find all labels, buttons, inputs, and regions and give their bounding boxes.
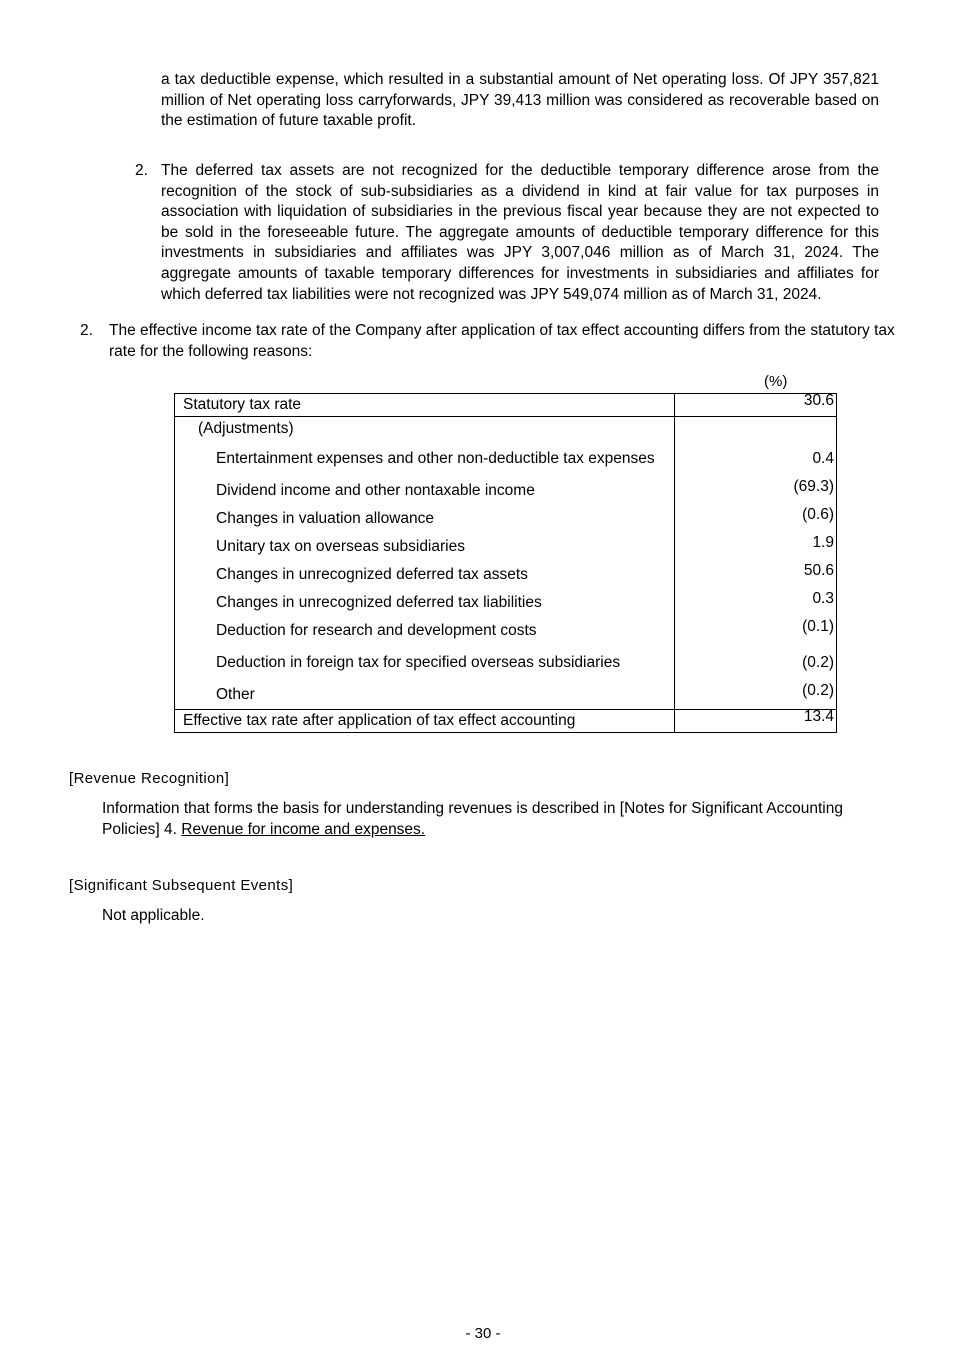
statutory-label: Statutory tax rate <box>175 394 675 417</box>
item-2-number: 2. <box>135 162 148 179</box>
row-value: 0.4 <box>675 441 837 477</box>
row-value: 50.6 <box>675 561 837 589</box>
subsequent-events-text: Not applicable. <box>102 907 205 924</box>
table-row-adjustments <box>175 417 837 442</box>
revenue-recognition-paragraph <box>102 799 862 840</box>
adjustments-label: (Adjustments) <box>175 417 675 442</box>
row-label: Entertainment expenses and other non-deductible tax expenses <box>175 441 675 477</box>
effective-value: 13.4 <box>675 710 837 733</box>
page-number: - 30 - <box>465 1325 501 1342</box>
table-row <box>175 505 837 533</box>
row-label: Deduction in foreign tax for specified overseas subsidiaries <box>175 645 675 681</box>
table-row <box>175 681 837 710</box>
row-label: Changes in unrecognized deferred tax assets <box>175 561 675 589</box>
row-value: 0.3 <box>675 589 837 617</box>
row-value: 1.9 <box>675 533 837 561</box>
row-label: Other <box>175 681 675 710</box>
section-2-number: 2. <box>80 322 93 339</box>
table-row <box>175 617 837 645</box>
table-row <box>175 645 837 681</box>
continuation-paragraph: a tax deductible expense, which resulted in a substantial amount of Net operating loss. Of JPY 357,821 million of Net operating loss carryforwards, JPY 39,413 million was considered as recoverable based on the estimation of future taxable profit. <box>161 71 879 130</box>
table-row <box>175 533 837 561</box>
row-value: (0.2) <box>675 681 837 710</box>
tax-rate-reconciliation-table <box>174 393 837 733</box>
item-2-paragraph: The deferred tax assets are not recognized for the deductible temporary difference arose from the recognition of the stock of sub-subsidiaries as a dividend in kind at fair value for tax purposes in association with liquidation of subsidiaries in the previous fiscal year because they are not expected to be sold in the foreseeable future. The aggregate amounts of deductible temporary difference for this investments in subsidiaries and affiliates was JPY 3,007,046 million as of March 31, 2024. The aggregate amounts of taxable temporary differences for investments in subsidiaries and affiliates for which deferred tax liabilities were not recognized was JPY 549,074 million as of March 31, 2024. <box>161 162 879 303</box>
table-row <box>175 441 837 477</box>
row-label: Unitary tax on overseas subsidiaries <box>175 533 675 561</box>
row-label: Dividend income and other nontaxable income <box>175 477 675 505</box>
table-row <box>175 477 837 505</box>
row-label: Deduction for research and development costs <box>175 617 675 645</box>
revenue-text: Information that forms the basis for understanding revenues is described in [Notes for Significant Accounting Policies] 4. <box>102 800 843 838</box>
row-value: (0.6) <box>675 505 837 533</box>
table-row <box>175 589 837 617</box>
row-label: Changes in unrecognized deferred tax liabilities <box>175 589 675 617</box>
subsequent-events-heading: [Significant Subsequent Events] <box>69 877 294 894</box>
row-value: (69.3) <box>675 477 837 505</box>
table-row-effective <box>175 710 837 733</box>
revenue-policy-link[interactable]: Revenue for income and expenses. <box>181 820 426 838</box>
row-value: (0.1) <box>675 617 837 645</box>
table-row <box>175 561 837 589</box>
table-unit-label: (%) <box>764 373 788 390</box>
revenue-recognition-heading: [Revenue Recognition] <box>69 770 230 787</box>
effective-label: Effective tax rate after application of tax effect accounting <box>175 710 675 733</box>
row-label: Changes in valuation allowance <box>175 505 675 533</box>
table-row-statutory <box>175 394 837 417</box>
statutory-value: 30.6 <box>675 394 837 417</box>
section-2-paragraph: The effective income tax rate of the Company after application of tax effect accounting differs from the statutory tax rate for the following reasons: <box>109 322 895 360</box>
row-value: (0.2) <box>675 645 837 681</box>
